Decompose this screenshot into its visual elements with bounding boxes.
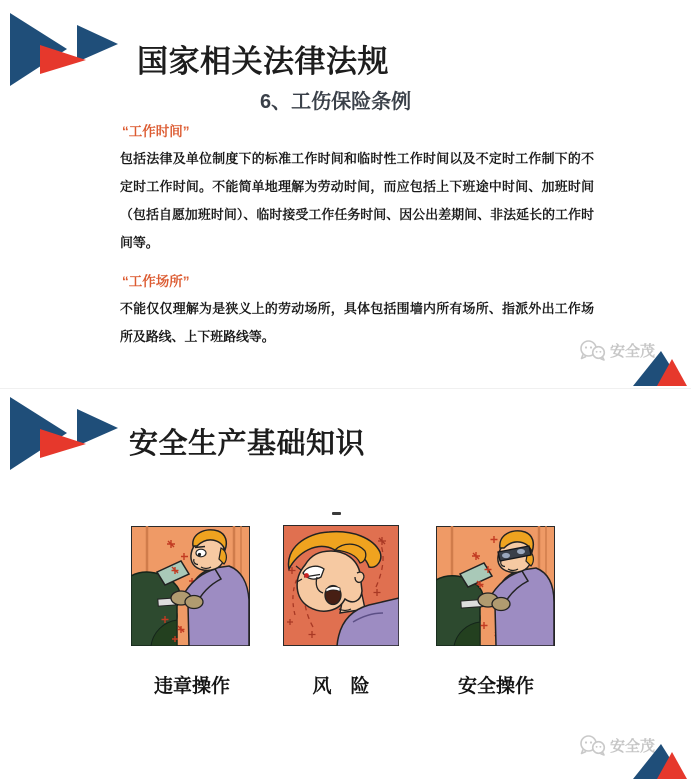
corner-triangles-icon: [8, 12, 120, 88]
slide1-subtitle: 6、工伤保险条例: [260, 91, 412, 113]
image-top-tick: [332, 512, 341, 515]
corner-triangles-icon: [8, 396, 120, 472]
watermark-text: 安全茂: [609, 343, 655, 360]
slide-safety-basics: [0, 389, 691, 778]
section-heading-working-hours: “工作时间”: [122, 124, 190, 139]
wechat-icon: [579, 735, 606, 756]
unsafe-operation-cartoon: [131, 526, 250, 646]
label-unsafe-operation: 违章操作: [153, 676, 231, 697]
wechat-icon: [579, 340, 606, 361]
slide1-title: 国家相关法律法规: [137, 44, 389, 79]
safe-operation-cartoon: [436, 526, 555, 646]
corner-peaks-icon: [625, 741, 691, 779]
section-heading-workplace: “工作场所”: [122, 274, 190, 289]
slide2-title: 安全生产基础知识: [129, 428, 366, 460]
slide-laws-regulations: [0, 0, 691, 388]
risk-cartoon: [283, 525, 399, 646]
corner-peaks-icon: [625, 348, 691, 386]
label-risk: 风 险: [312, 676, 370, 697]
watermark-text: 安全茂: [609, 738, 655, 755]
section-body-workplace: 不能仅仅理解为是狭义上的劳动场所，具体包括围墙内所有场所、指派外出工作场所及路线、上下班路线等。: [120, 301, 594, 344]
section-body-working-hours: 包括法律及单位制度下的标准工作时间和临时性工作时间以及不定时工作制下的不定时工作时间。不能简单地理解为劳动时间，而应包括上下班途中时间、加班时间（包括自愿加班时间）、临时接受工作任务时间、因公出差期间、非法延长的工作时间等。: [120, 151, 594, 250]
label-safe-operation: 安全操作: [457, 676, 535, 697]
slide1-content: [120, 120, 594, 360]
